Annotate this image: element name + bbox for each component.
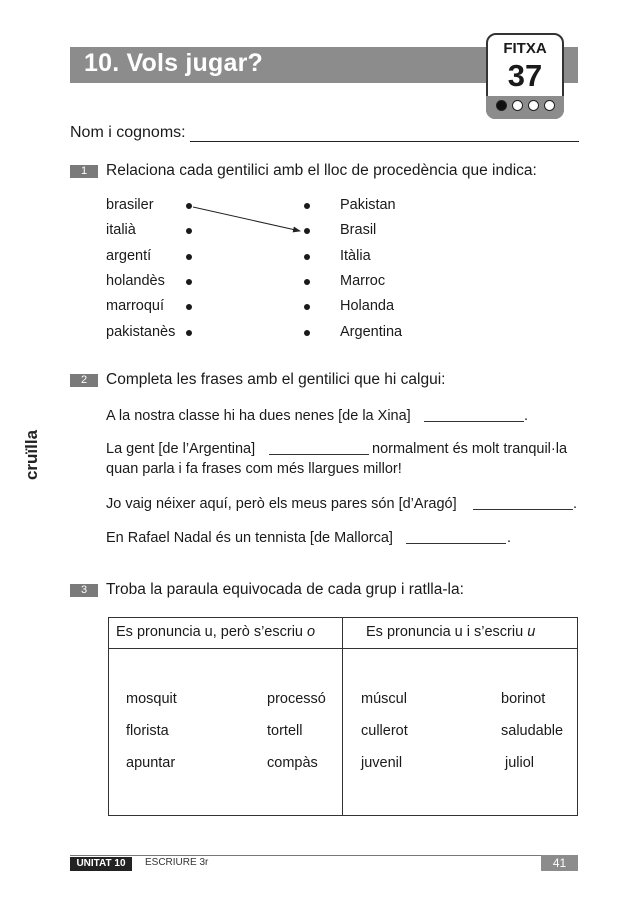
answer-blank[interactable] [473,509,573,510]
table-word[interactable]: apuntar [126,755,176,771]
match-bullet-left[interactable] [186,330,192,336]
table-word[interactable]: saludable [501,723,564,739]
words-table [108,617,578,816]
match-bullet-right[interactable] [304,254,310,260]
sentence-text: En Rafael Nadal és un tennista [de Mallorca] [106,530,393,546]
gentilici-word: marroquí [106,298,165,314]
column-header-o: Es pronuncia u, però s’escriu o [116,624,316,640]
table-word[interactable]: borinot [501,691,546,707]
table-word[interactable]: juvenil [361,755,403,771]
exercise-2-instruction: Completa les frases amb el gentilici que hi calgui: [106,371,446,388]
footer-rule [70,855,578,856]
exercise-number-1: 1 [70,165,98,178]
sentence-end: . [507,530,512,546]
table-column-divider [342,617,343,816]
exercise-1-instruction: Relaciona cada gentilici amb el lloc de procedència que indica: [106,162,537,179]
match-bullet-right[interactable] [304,330,310,336]
exercise-number-3: 3 [70,584,98,597]
gentilici-word: italià [106,222,136,238]
book-label: ESCRIURE 3r [145,857,209,868]
match-bullet-left[interactable] [186,254,192,260]
table-word[interactable]: processó [267,691,326,707]
sentence-end: . [573,496,578,512]
match-bullet-right[interactable] [304,279,310,285]
place-word: Holanda [340,298,395,314]
match-bullet-right[interactable] [304,304,310,310]
place-word: Brasil [340,222,377,238]
match-bullet-right[interactable] [304,203,310,209]
page-title: 10. Vols jugar? [84,49,263,77]
sentence-end: . [524,408,529,424]
exercise-3-instruction: Troba la paraula equivocada de cada grup i ratlla-la: [106,581,464,598]
place-word: Argentina [340,324,403,340]
table-word[interactable]: florista [126,723,169,739]
match-bullet-left[interactable] [186,304,192,310]
page-number: 41 [541,855,578,871]
match-bullet-right[interactable] [304,228,310,234]
answer-blank[interactable] [406,543,506,544]
fitxa-number: 37 [507,58,543,93]
sentence-text: normalment és molt tranquil·la [372,441,568,457]
sentence-text: quan parla i fa frases com més llargues millor! [106,461,402,477]
table-word[interactable]: juliol [505,755,535,771]
table-word[interactable]: múscul [361,691,407,707]
gentilici-word: pakistanès [106,324,176,340]
sentence-text: A la nostra classe hi ha dues nenes [de la Xina] [106,408,411,424]
table-word[interactable]: tortell [267,723,303,739]
match-bullet-left[interactable] [186,228,192,234]
place-word: Pakistan [340,197,396,213]
match-bullet-left[interactable] [186,203,192,209]
gentilici-word: brasiler [106,197,154,213]
sentence-text: Jo vaig néixer aquí, però els meus pares són [d’Aragó] [106,496,457,512]
progress-dot [528,100,539,111]
table-word[interactable]: compàs [267,755,318,771]
table-word[interactable]: cullerot [361,723,408,739]
gentilici-word: holandès [106,273,165,289]
table-header-divider [108,648,578,649]
progress-dot-filled [496,100,507,111]
place-word: Itàlia [340,248,371,264]
name-label: Nom i cognoms: [70,124,186,141]
match-bullet-left[interactable] [186,279,192,285]
fitxa-label: FITXA [503,40,547,57]
exercise-number-2: 2 [70,374,98,387]
svg-text:cruïlla: cruïlla [22,429,41,481]
gentilici-word: argentí [106,248,152,264]
unit-label: UNITAT 10 [70,857,132,871]
sentence-text: La gent [de l’Argentina] [106,441,256,457]
place-word: Marroc [340,273,386,289]
progress-dot [544,100,555,111]
column-header-u: Es pronuncia u i s’escriu u [366,624,536,640]
answer-blank[interactable] [424,421,524,422]
progress-dot [512,100,523,111]
answer-blank[interactable] [269,454,369,455]
name-input-line[interactable] [190,141,579,142]
table-word[interactable]: mosquit [126,691,177,707]
cruilla-logo [22,420,52,490]
